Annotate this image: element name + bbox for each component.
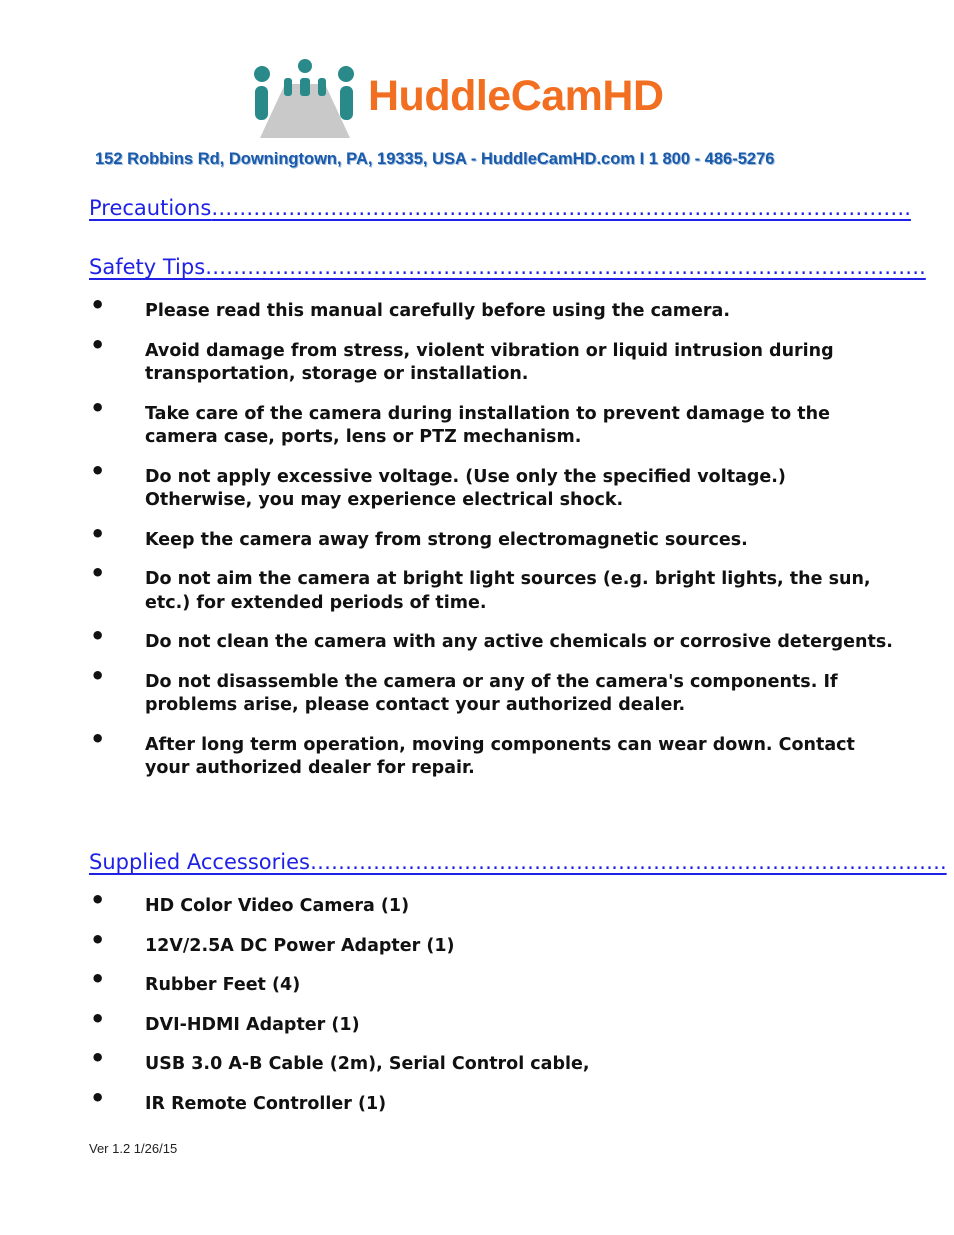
list-item: • Do not disassemble the camera or any of the camera's components. If problems arise, please contact your authorized dealer. (90, 661, 838, 715)
safety-tips-heading[interactable] (89, 255, 926, 279)
bullet-dot: • (90, 330, 106, 359)
bullet-dot: • (90, 1044, 106, 1072)
bullet-dot: • (90, 1083, 106, 1112)
huddle-people-icon (240, 56, 370, 140)
company-address: 152 Robbins Rd, Downingtown, PA, 19335, USA - HuddleCamHD.com I 1 800 - 486-5276 (95, 150, 775, 168)
list-item: • IR Remote Controller (1) (90, 1083, 387, 1114)
accessories-leader: ………………………………………………………………………………. (309, 850, 947, 874)
list-item: • Do not aim the camera at bright light sources (e.g. bright lights, the sun, etc.) for extended periods of time. (90, 559, 871, 613)
list-item: • Do not clean the camera with any active chemicals or corrosive detergents. (90, 622, 893, 652)
bullet-dot: • (90, 559, 106, 587)
list-item: • After long term operation, moving components can wear down. Contact your authorized dealer for repair. (90, 724, 855, 778)
bullet-dot: • (90, 622, 106, 650)
bullet-dot: • (90, 393, 106, 422)
accessories-list (88, 886, 888, 1116)
precautions-heading[interactable] (89, 196, 911, 220)
bullet-dot: • (90, 456, 106, 485)
list-item: • Do not apply excessive voltage. (Use only the specified voltage.) Otherwise, you may experience electrical shock. (90, 456, 786, 510)
list-item: • DVI-HDMI Adapter (1) (90, 1004, 360, 1035)
safety-tips-list (88, 291, 893, 781)
list-item: • 12V/2.5A DC Power Adapter (1) (90, 925, 455, 956)
list-item: • Take care of the camera during installation to prevent damage to the camera case, ports, lens or PTZ mechanism. (90, 393, 830, 447)
list-item: • Keep the camera away from strong electromagnetic sources. (90, 519, 748, 550)
safety-tips-leader: …………………………………………………………………………………………. (205, 255, 926, 279)
version-footer: Ver 1.2 1/26/15 (89, 1141, 178, 1156)
precautions-title: Precautions (89, 196, 212, 220)
precautions-leader: ………………………………………………………………………………………. (211, 196, 911, 220)
bullet-dot: • (90, 724, 106, 753)
bullet-dot: • (90, 965, 106, 993)
list-item: • USB 3.0 A-B Cable (2m), Serial Control cable, (90, 1044, 590, 1074)
bullet-dot: • (90, 661, 106, 690)
bullet-dot: • (90, 1004, 106, 1033)
list-item: • Rubber Feet (4) (90, 965, 301, 995)
bullet-dot: • (90, 925, 106, 954)
bullet-dot: • (90, 519, 106, 548)
supplied-accessories-heading[interactable] (89, 850, 947, 874)
list-item: • Please read this manual carefully before using the camera. (90, 291, 730, 321)
safety-tips-title: Safety Tips (89, 255, 206, 279)
list-item: • HD Color Video Camera (1) (90, 886, 410, 916)
brand-name: HuddleCamHD (368, 72, 664, 120)
accessories-title: Supplied Accessories (89, 850, 310, 874)
list-item: • Avoid damage from stress, violent vibration or liquid intrusion during transportation, storage or installation. (90, 330, 834, 384)
bullet-dot: • (90, 886, 106, 914)
bullet-dot: • (90, 291, 106, 319)
